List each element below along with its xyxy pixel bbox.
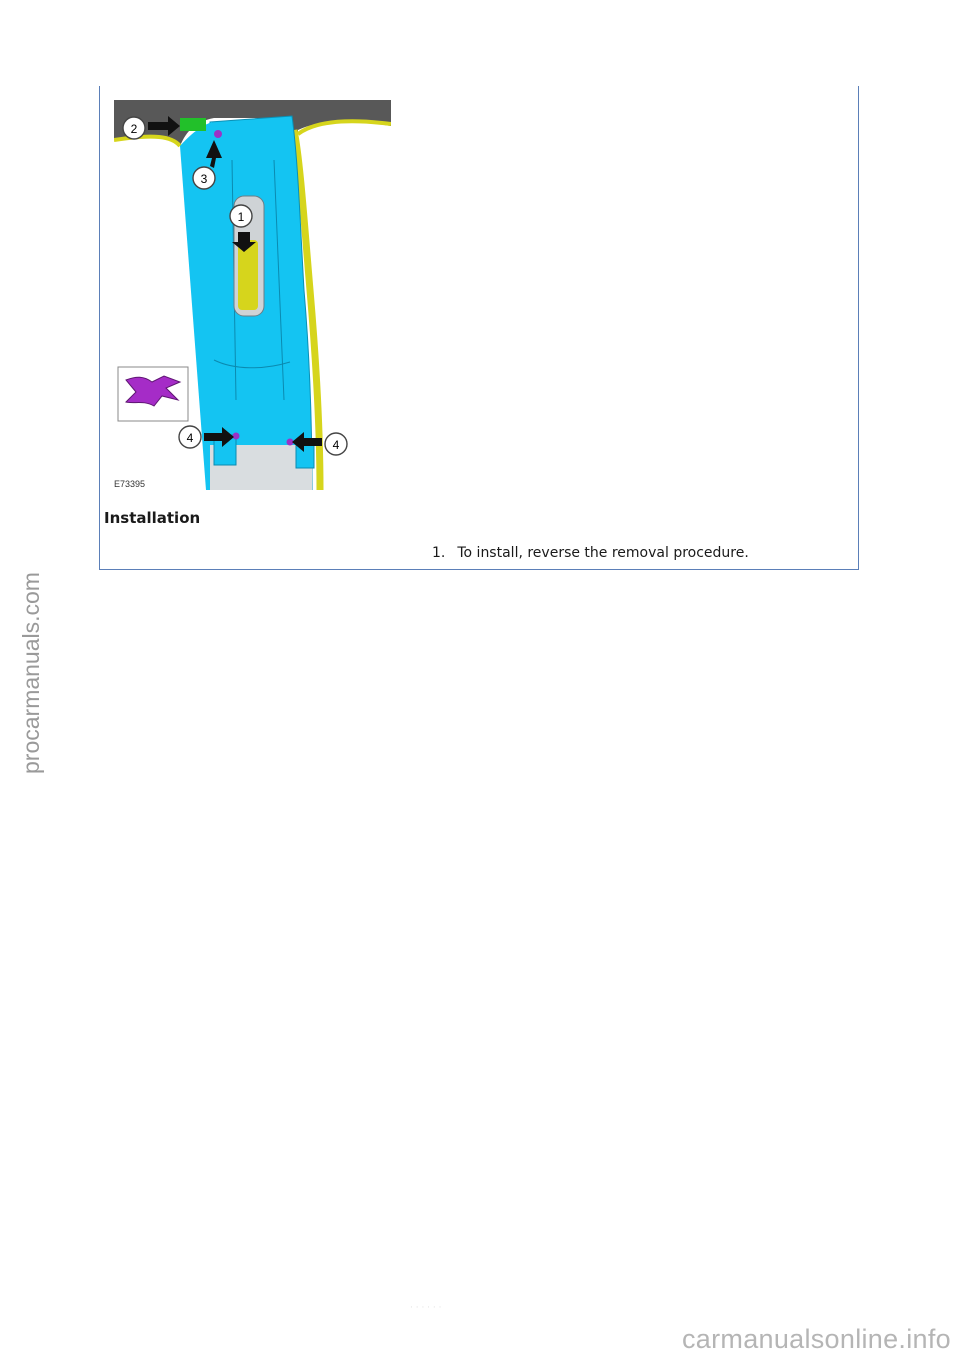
watermark-bottom: carmanualsonline.info: [682, 1324, 951, 1354]
pillar-trim-illustration: [114, 100, 391, 490]
page-footer-faint: · · · · · ·: [410, 1303, 442, 1313]
step-item: [432, 545, 749, 561]
step-text: To install, reverse the removal procedure.: [457, 545, 749, 561]
callout-3: 3: [200, 172, 208, 186]
callout-1: 1: [237, 210, 245, 224]
callout-4-left: 4: [186, 431, 194, 445]
watermark-side: procarmanuals.com: [18, 572, 44, 774]
step-number: 1.: [432, 545, 446, 561]
callout-2: 2: [130, 122, 138, 136]
figure-code: E73395: [114, 479, 146, 489]
callout-4-right: 4: [332, 438, 340, 452]
section-heading-installation: Installation: [104, 509, 201, 527]
